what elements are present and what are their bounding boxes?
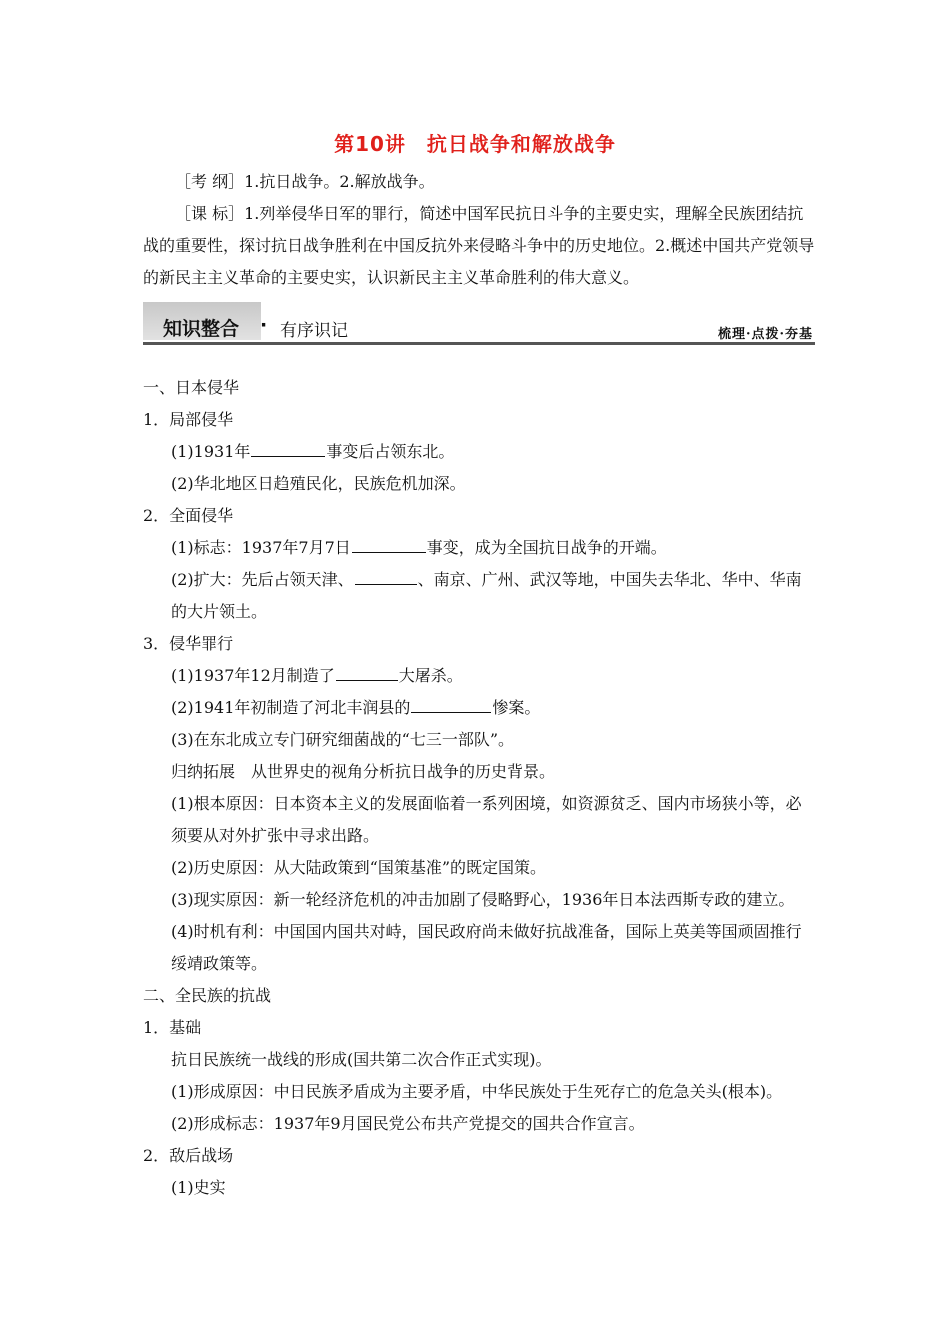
fill-blank[interactable] <box>251 438 325 457</box>
kebiao-text: 1.列举侵华日军的罪行，简述中国军民抗日斗争的主要史实，理解全民族团结抗战的重要性，探讨抗日战争胜利在中国反抗外来侵略斗争中的历史地位。2.概述中国共产党领导的新民主主义革命的主要史实，认识新民主主义革命胜利的伟大意义。 <box>143 204 815 287</box>
kaogang-text: 1.抗日战争。2.解放战争。 <box>244 172 435 191</box>
kaogang-line <box>143 166 815 198</box>
text-fragment: (1)1931年 <box>171 442 251 461</box>
kebiao-label: ［课 标］ <box>175 204 245 223</box>
text-fragment: (1)1937年12月制造了 <box>171 666 335 685</box>
item-s2-1-intro: 抗日民族统一战线的形成(国共第二次合作正式实现)。 <box>171 1050 552 1069</box>
item-s2-1a: (1)形成原因：中日民族矛盾成为主要矛盾，中华民族处于生死存亡的危急关头(根本)。 <box>171 1082 783 1101</box>
item-s1-3c: (3)在东北成立专门研究细菌战的“七三一部队”。 <box>171 730 515 749</box>
text-fragment: (2)1941年初制造了河北丰润县的 <box>171 698 411 717</box>
intro-block <box>143 166 815 294</box>
heading-s1: 一、日本侵华 <box>143 378 240 397</box>
kebiao-line <box>143 198 815 294</box>
guina-item-2: (2)历史原因：从大陆政策到“国策基准”的既定国策。 <box>171 858 547 877</box>
heading-s2-1: 1．基础 <box>143 1018 202 1037</box>
text-fragment: 大屠杀。 <box>398 666 463 685</box>
fill-blank[interactable] <box>352 534 426 553</box>
banner-rule <box>143 342 815 345</box>
section-banner <box>143 302 815 346</box>
heading-s1-2: 2．全面侵华 <box>143 506 234 525</box>
guina-item-4: (4)时机有利：中国国内国共对峙，国民政府尚未做好抗战准备，国际上英美等国顽固推行绥靖政策等。 <box>171 922 802 973</box>
guina-title: 归纳拓展 从世界史的视角分析抗日战争的历史背景。 <box>171 762 556 781</box>
content-body <box>143 372 815 1204</box>
heading-s2: 二、全民族的抗战 <box>143 986 272 1005</box>
item-s2-1b: (2)形成标志：1937年9月国民党公布共产党提交的国共合作宣言。 <box>171 1114 645 1133</box>
banner-right-label: 梳理·点拨·夯基 <box>717 327 813 342</box>
guina-item-3: (3)现实原因：新一轮经济危机的冲击加剧了侵略野心，1936年日本法西斯专政的建立。 <box>171 890 795 909</box>
banner-subtitle: 有序识记 <box>280 321 348 341</box>
item-s1-1a <box>143 436 815 468</box>
heading-s1-1: 1．局部侵华 <box>143 410 234 429</box>
fill-blank[interactable] <box>355 566 417 585</box>
item-s1-3a <box>143 660 815 692</box>
fill-blank[interactable] <box>411 694 491 713</box>
banner-dot: · <box>260 314 268 336</box>
text-fragment: 、南京、广州、武汉等地，中国失去华北、华中、华南的大片领土。 <box>171 570 802 621</box>
item-s1-2a <box>143 532 815 564</box>
item-s1-3b <box>143 692 815 724</box>
guina-item-1: (1)根本原因：日本资本主义的发展面临着一系列困境，如资源贫乏、国内市场狭小等，必须要从对外扩张中寻求出路。 <box>171 794 802 845</box>
banner-main-title: 知识整合 <box>163 318 240 340</box>
text-fragment: (1)标志：1937年7月7日 <box>171 538 351 557</box>
heading-s1-3: 3．侵华罪行 <box>143 634 234 653</box>
page-title: 第10讲 抗日战争和解放战争 <box>334 132 616 156</box>
item-s1-2b <box>143 564 815 628</box>
text-fragment: 惨案。 <box>492 698 541 717</box>
kaogang-label: ［考 纲］ <box>175 172 245 191</box>
item-s1-1b: (2)华北地区日趋殖民化，民族危机加深。 <box>171 474 466 493</box>
heading-s2-2: 2．敌后战场 <box>143 1146 234 1165</box>
item-s2-2a: (1)史实 <box>171 1178 226 1197</box>
text-fragment: 事变，成为全国抗日战争的开端。 <box>426 538 667 557</box>
fill-blank[interactable] <box>336 662 398 681</box>
text-fragment: (2)扩大：先后占领天津、 <box>171 570 354 589</box>
text-fragment: 事变后占领东北。 <box>326 442 455 461</box>
